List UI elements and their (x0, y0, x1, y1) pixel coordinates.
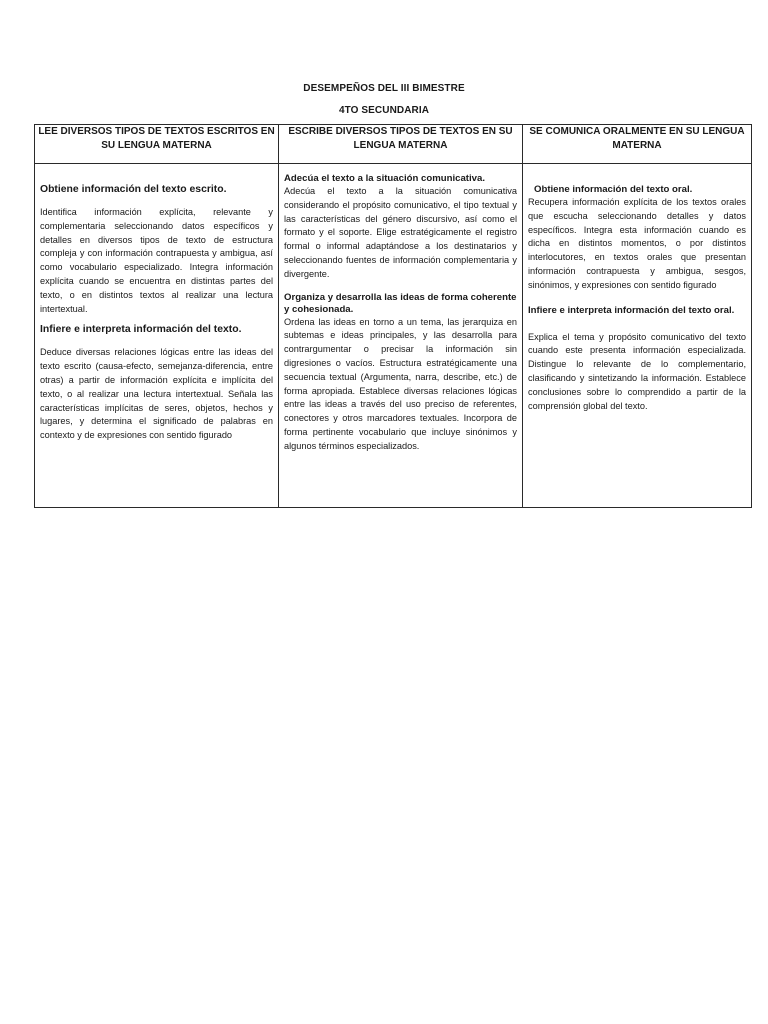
section-heading: Adecúa el texto a la situación comunicativa. (284, 173, 486, 184)
cell-writing (279, 164, 523, 508)
table-header-row (35, 125, 752, 164)
section-body: Recupera información explícita de los textos orales que escucha seleccionando detalles y datos específicos. Integra esta información cuando es dicha en distintos momentos, o por distintos interlocutores, en textos orales que presentan información contrapuesta y ambigua, sesgos, sinónimos, y expresiones con sentido figurado (528, 197, 746, 290)
section-heading: Organiza y desarrolla las ideas de forma coherente y cohesionada. (284, 291, 517, 315)
column-header-oral: SE COMUNICA ORALMENTE EN SU LENGUA MATERNA (523, 125, 752, 164)
section-body: Identifica información explícita, relevante y complementaria seleccionando datos específicos y detalles en diversos tipos de texto de estructura compleja y con información contrapuesta y ambigua, así como vocabulario especializado. Integra información explícita cuando se encuentra en distintas partes del texto, o en distintos textos al realizar una lectura intertextual. (40, 207, 273, 314)
section-body: Ordena las ideas en torno a un tema, las jerarquiza en subtemas e ideas principales, y las desarrolla para contrargumentar o precisar la información sin digresiones o vacíos. Estructura estratégicamente una secuencia textual (Argumenta, narra, describe, etc.) de forma apropiada. Establece diversas relaciones lógicas entre las ideas a través del uso preciso de referentes, conectores y otros marcadores textuales. Incorpora de forma pertinente vocabulario que incluye sinónimos y algunos términos especializados. (284, 316, 517, 451)
table-body-row (35, 164, 752, 508)
section-heading: Infiere e interpreta información del texto. (40, 324, 242, 336)
column-header-reading: LEE DIVERSOS TIPOS DE TEXTOS ESCRITOS EN SU LENGUA MATERNA (35, 125, 279, 164)
section-body: Adecúa el texto a la situación comunicativa considerando el propósito comunicativo, el tipo textual y las características del género discursivo, así como el formato y el soporte. Elige estratégicamente el registro formal o informal adaptándose a los destinatarios y seleccionando fuentes de información complementaria y divergente. (284, 186, 517, 279)
competencies-table (34, 124, 752, 508)
section-heading: Infiere e interpreta información del texto oral. (528, 304, 735, 316)
cell-reading (35, 164, 279, 508)
section-body: Explica el tema y propósito comunicativo del texto cuando este presenta información especializada. Distingue lo relevante de lo complementario, clasificando y sintetizando la información. Establece conclusiones sobre lo comprendido a partir de la comprensión global del texto. (528, 331, 746, 411)
page-title: DESEMPEÑOS DEL III BIMESTRE (303, 83, 465, 94)
section-heading: Obtiene información del texto oral. (534, 184, 693, 195)
column-header-writing: ESCRIBE DIVERSOS TIPOS DE TEXTOS EN SU LENGUA MATERNA (279, 125, 523, 164)
cell-oral (523, 164, 752, 508)
section-body: Deduce diversas relaciones lógicas entre las ideas del texto escrito (causa-efecto, semejanza-diferencia, entre otras) a partir de información explícita e implícita del texto, o al realizar una lectura intertextual. Señala las características implícitas de seres, objetos, hechos y lugares, y determina el significado de palabras en contexto y de expresiones con sentido figurado (40, 347, 273, 441)
page-subtitle: 4TO SECUNDARIA (338, 105, 430, 116)
section-heading: Obtiene información del texto escrito. (40, 184, 227, 195)
